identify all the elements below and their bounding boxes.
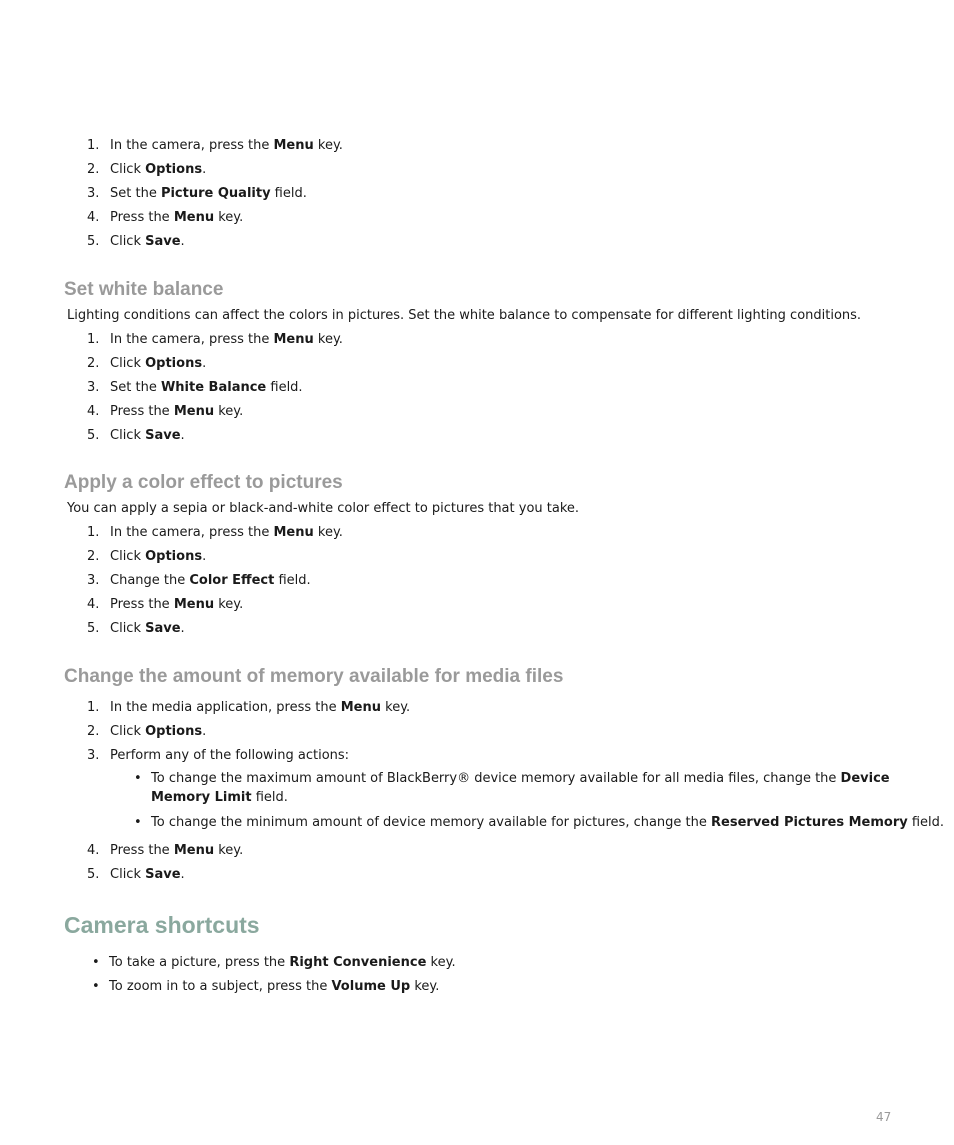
manual-page: 1. In the camera, press the Menu key. 2. Click Options. 3. Set the Picture Quality field. 4. Press the Menu key. 5. Click Save. Set white balance Lighting conditions can affect the colors in pictures. Set the white balance to compensate for different lighting conditions. 1. In the camera, press the Menu key. 2. Click Options. 3. Set the White Balance field. 4. Press the Menu key. 5. Click Save. Apply a color effect to pictures You can apply a sepia or black-and-white color effect to pictures that you take. 1. In the camera, press the Menu key. 2. Click Options. 3. Change the Color Effect field. 4. Press the Menu key. 5. Click Save. Change the amount of memory available for media files 1. In the media application, press the Menu key. 2. Click Options. 3. Perform any of the following actions: • To change the maximum amount of BlackBerry® device memory available for all media files, change the Device Memory Limit field. • To change the minimum amount of device memory available for pictures, change the Reserved Pictures Memory field. 4. Press the Menu key. 5. Click Save. Camera shortcuts • To take a picture, press the Right Convenience key. • To zoom in to a subject, press the Volume Up key. 47 bbox=[0, 0, 954, 1145]
color-effect-heading: Apply a color effect to pictures bbox=[64, 472, 343, 493]
list-item: • To change the minimum amount of device memory available for pictures, change the Reserved Pictures Memory field. bbox=[134, 815, 945, 830]
camera-shortcuts-heading: Camera shortcuts bbox=[64, 912, 260, 938]
list-item: • To change the maximum amount of BlackBerry® device memory available for all media files, change the Device Memory Limit field. bbox=[134, 771, 890, 805]
memory-heading: Change the amount of memory available for media files bbox=[64, 666, 564, 687]
color-effect-intro: You can apply a sepia or black-and-white color effect to pictures that you take. bbox=[67, 501, 580, 516]
memory-action-bullets bbox=[0, 769, 945, 837]
white-balance-intro: Lighting conditions can affect the colors in pictures. Set the white balance to compensate for different lighting conditions. bbox=[67, 308, 862, 323]
page-number: 47 bbox=[876, 1110, 892, 1124]
white-balance-heading: Set white balance bbox=[64, 279, 224, 300]
